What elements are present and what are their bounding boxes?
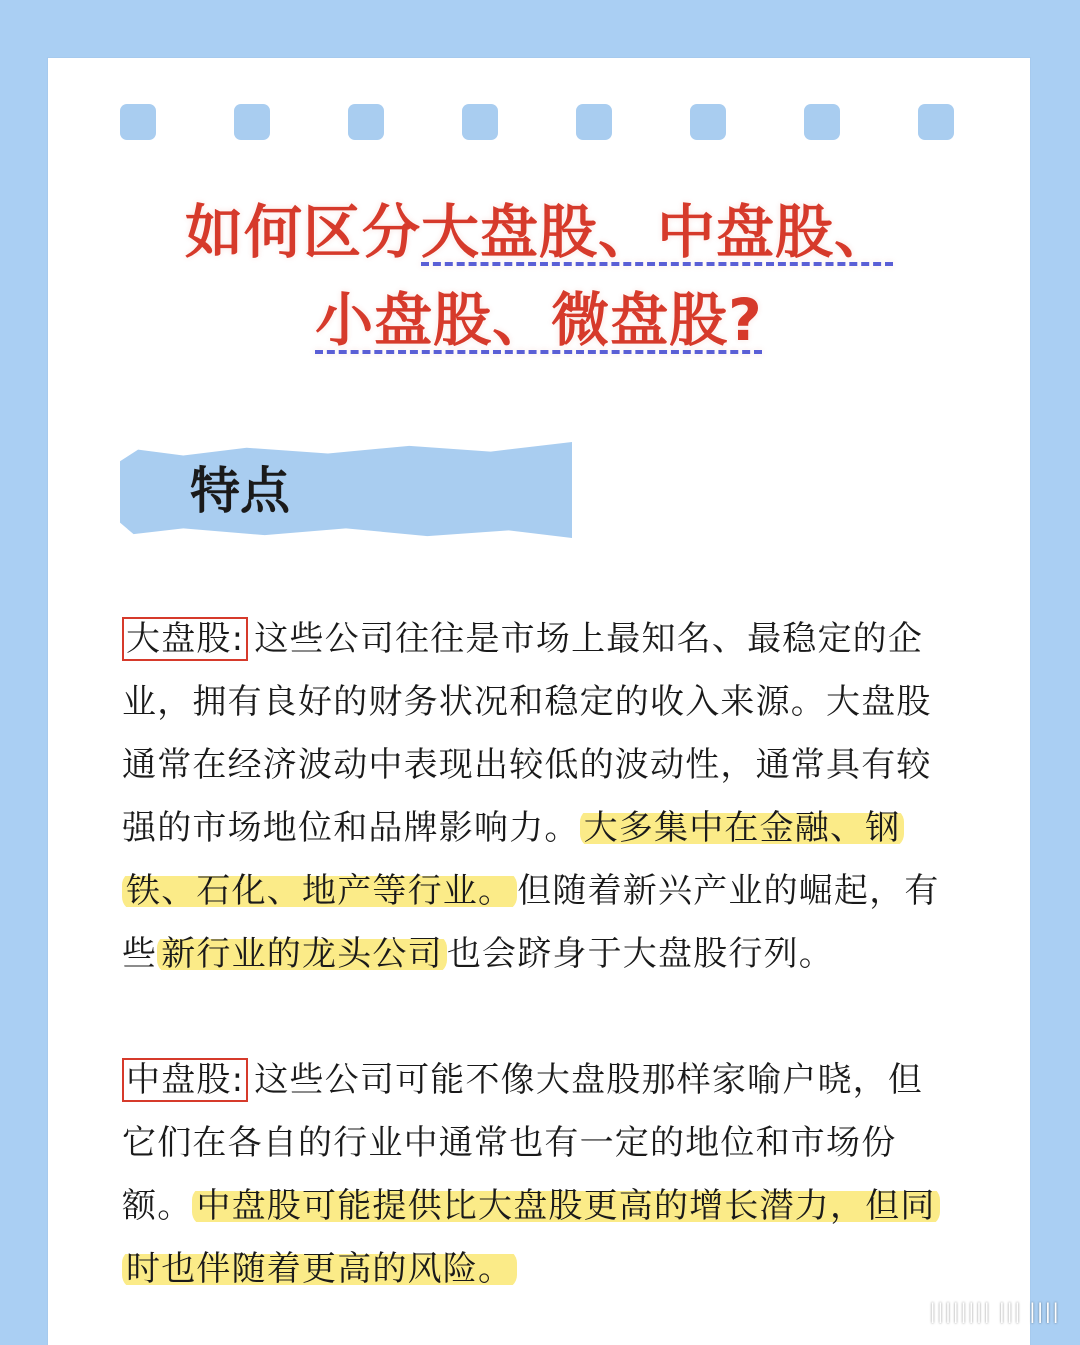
binder-ring [234,104,270,140]
paragraph-text: 这些公司往往是市场上最知名、最稳定的企业，拥有良好的财务状况和稳定的收入来源。大盘股通常在经济波动中表现出较低的波动性，通常具有较强的市场地位和品牌影响力。 [122,619,932,848]
page-title [48,188,1030,364]
page-card [48,58,1030,1345]
paragraph-text: 但随着新兴产业的崛起，有些 [122,871,940,974]
binder-rings [48,104,1030,140]
binder-ring [918,104,954,140]
title-line-2 [48,276,1030,364]
title-text: 如何区分 [184,198,421,266]
binder-ring [690,104,726,140]
watermark: |||||||| ||| |||| [929,1299,1060,1323]
term-label: 中盘股: [122,1058,248,1102]
highlight-text: 中盘股可能提供比大盘股更高的增长潜力，但同时也伴随着更高的风险。 [122,1186,940,1289]
section-banner [120,442,572,538]
title-underlined-text: 大盘股、中盘股、 [421,198,894,266]
title-line-1 [48,188,1030,276]
section-title: 特点 [190,462,290,520]
highlight-text: 新行业的龙头公司 [157,934,447,974]
term-label: 大盘股: [122,617,248,661]
binder-ring [120,104,156,140]
paragraph-mid-cap [122,1049,952,1301]
paragraph-text: 也会跻身于大盘股行列。 [446,934,835,974]
binder-ring [348,104,384,140]
binder-ring [462,104,498,140]
highlight-text: 大多集中在金融、钢铁、石化、地产等行业。 [122,808,904,911]
paragraph-large-cap [122,608,952,986]
title-underlined-text: 小盘股、微盘股? [315,286,763,354]
binder-ring [804,104,840,140]
paragraph-text: 这些公司可能不像大盘股那样家喻户晓，但它们在各自的行业中通常也有一定的地位和市场份额。 [122,1060,924,1226]
binder-ring [576,104,612,140]
